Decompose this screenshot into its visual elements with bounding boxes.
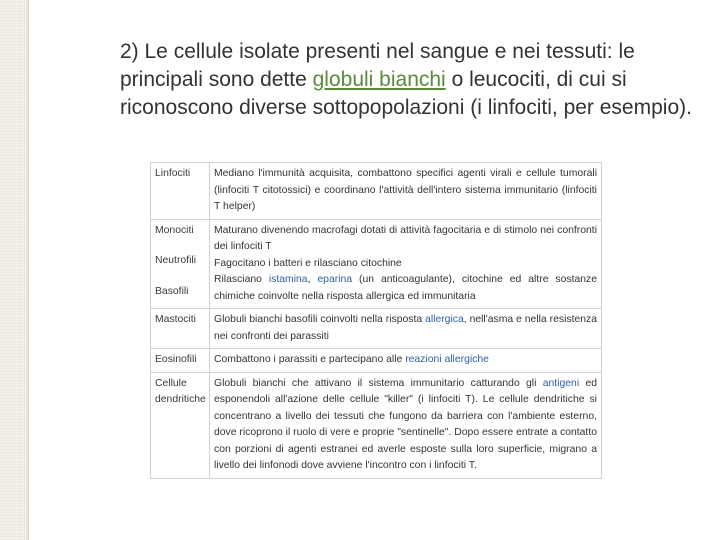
basofili-desc-mid: , [307, 274, 318, 285]
globuli-bianchi-link[interactable]: globuli bianchi [312, 68, 446, 91]
cell-name-neutrofili: Neutrofili [155, 255, 196, 266]
cell-name-group [151, 219, 210, 309]
allergica-link[interactable]: allergica [425, 314, 464, 325]
cell-name-eosinofili: Eosinofili [151, 349, 210, 373]
istamina-link[interactable]: istamina [268, 274, 308, 285]
slide-heading [120, 38, 700, 122]
table-row-eosinofili [151, 349, 602, 373]
heading-text-after: o leucociti, di cui si riconoscono diverse sottopopolazioni (i linfociti, per esempio). [120, 68, 692, 119]
leucocyte-table [150, 162, 602, 479]
table-row-dendritiche [151, 372, 602, 478]
basofili-desc-before: Rilasciano [214, 274, 269, 285]
cell-desc-eosinofili [210, 349, 602, 373]
mastociti-desc-after: , nell'asma e nella resistenza nei confronti dei parassiti [214, 314, 597, 342]
cell-name-mastociti: Mastociti [151, 309, 210, 349]
eparina-link[interactable]: eparina [317, 274, 353, 285]
cell-name-dendritiche: Cellule dendritiche [151, 372, 210, 478]
dendritiche-desc-before: Globuli bianchi che attivano il sistema immunitario catturando gli [214, 377, 543, 389]
cell-name-monociti: Monociti [155, 224, 194, 236]
antigeni-link[interactable]: antigeni [542, 377, 580, 389]
cell-desc-mastociti [210, 309, 602, 349]
cell-name-basofili: Basofili [155, 285, 189, 297]
cell-desc-basofili [214, 272, 597, 305]
mastociti-desc-before: Globuli bianchi basofili coinvolti nella risposta [214, 314, 426, 325]
cell-desc-neutrofili: Fagocitano i batteri e rilasciano citochine [214, 257, 402, 269]
reazioni-allergiche-link[interactable]: reazioni allergiche [405, 354, 489, 365]
table-row-mastociti [151, 309, 602, 349]
table-row-group-fagociti [151, 219, 602, 309]
cell-desc-linfociti: Mediano l'immunità acquisita, combattono specifici agenti virali e cellule tumorali (linfociti T citotossici) e coordinano l'attività dell'intero sistema immunitario (linfociti T helper) [210, 163, 602, 220]
table-row-linfociti [151, 163, 602, 220]
leucocyte-table-image [150, 162, 602, 520]
cell-name-linfociti: Linfociti [151, 163, 210, 220]
cell-desc-group [210, 219, 602, 309]
cell-desc-monociti: Maturano divenendo macrofagi dotati di attività fagocitaria e di stimolo nei confronti dei linfociti T [214, 224, 597, 252]
eosinofili-desc-before: Combattono i parassiti e partecipano alle [214, 354, 406, 365]
basofili-desc-after: (un anticoagulante), citochine ed altre sostanze chimiche coinvolte nella risposta allergica ed immunitaria [214, 274, 597, 302]
dendritiche-desc-after: ed esponendoli all'azione delle cellule "killer" (i linfociti T). Le cellule dendritiche si concentrano a livello dei tessuti che fungono da barriera con l'ambiente esterno, dove ricoprono il ruolo di vere e proprie "sentinelle". Dopo essere entrate a contatto con porzioni di agenti estranei ed averle esposte sulla loro superficie, migrano a livello dei linfonodi dove avviene l'incontro con i linfociti T. [214, 377, 597, 471]
cell-desc-dendritiche [210, 372, 602, 478]
heading-text-before: 2) Le cellule isolate presenti nel sangue e nei tessuti: le principali sono dette [120, 40, 635, 91]
